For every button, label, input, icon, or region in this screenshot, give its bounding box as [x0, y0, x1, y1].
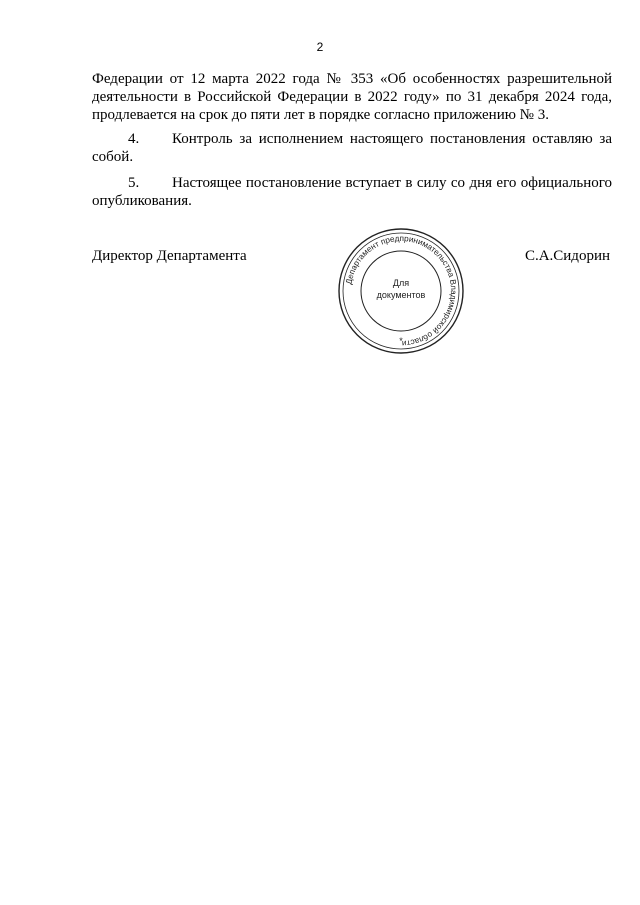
stamp-center-line-2: документов [376, 290, 426, 300]
signatory-name: С.А.Сидорин [524, 248, 610, 264]
paragraph-continuation: Федерации от 12 марта 2022 года № 353 «Об особенностях разрешительной деятельности в Российской Федерации в 2022 году» по 31 декабря 2024 года, продлевается на срок до пяти лет в порядке согласно приложению № 3. [92, 71, 612, 123]
document-body [92, 70, 612, 210]
signatory-position: Директор Департамента [92, 248, 247, 264]
stamp-ring-text: Департамент предпринимательства Владимирской области [344, 233, 459, 349]
paragraph-item-4 [92, 130, 612, 166]
item-4-number: 4. [128, 131, 140, 147]
item-4-text: Контроль за исполнением настоящего постановления оставляю за собой. [92, 131, 612, 165]
stamp-star: * [399, 336, 403, 346]
page-number: 2 [316, 40, 324, 54]
stamp-center-line-1: Для [392, 278, 410, 288]
item-5-number: 5. [128, 175, 140, 191]
paragraph-item-5 [92, 174, 612, 210]
official-stamp [336, 226, 466, 356]
item-5-text: Настоящее постановление вступает в силу со дня его официального опубликования. [92, 175, 612, 209]
